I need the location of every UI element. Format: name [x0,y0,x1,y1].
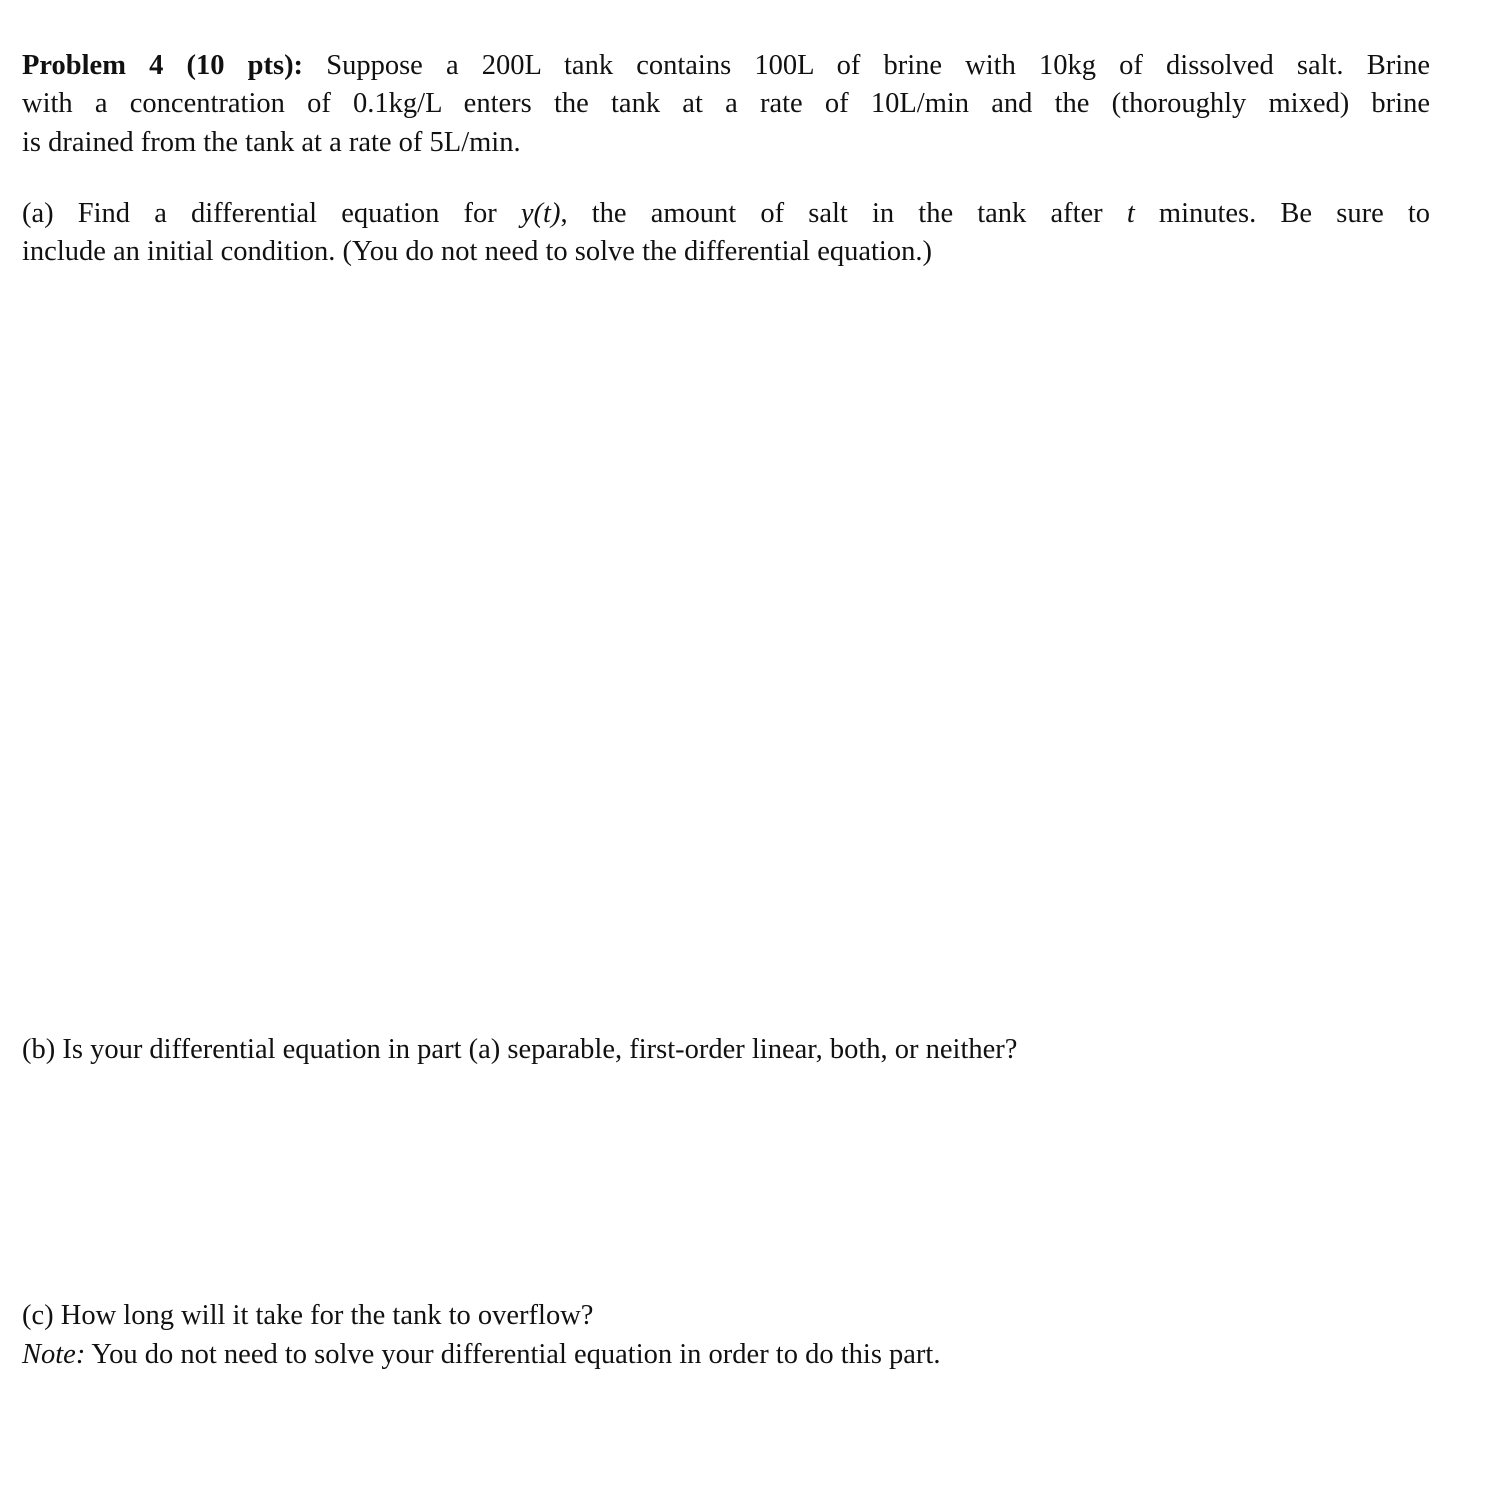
problem-heading: Problem 4 (10 pts): [22,50,304,81]
note-label: Note: [22,1339,86,1370]
part-a-line-2: include an initial condition. (You do not need to solve the differential equation.) [22,236,932,267]
problem-line-3: is drained from the tank at a rate of 5L/min. [22,127,521,158]
part-c-note: Note: You do not need to solve your differential equation in order to do this part. [22,1339,941,1370]
problem-line-1: Problem 4 (10 pts): Suppose a 200L tank contains 100L of brine with 10kg of dissolved salt. Brine [22,50,1431,81]
part-b: (b) Is your differential equation in part (a) separable, first-order linear, both, or neither? [22,1034,1018,1065]
part-c-question: (c) How long will it take for the tank to overflow? [22,1300,594,1331]
problem-line-2: with a concentration of 0.1kg/L enters the tank at a rate of 10L/min and the (thoroughly mixed) brine [22,88,1430,119]
part-a-line-1: (a) Find a differential equation for y(t), the amount of salt in the tank after t minutes. Be sure to [22,198,1431,229]
